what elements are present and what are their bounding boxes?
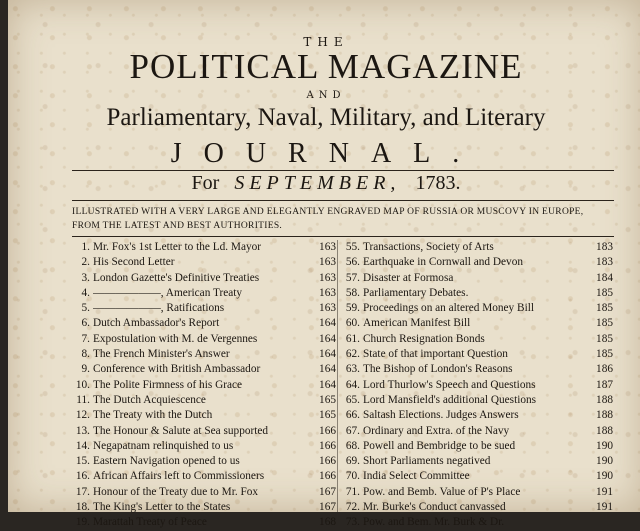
- entry-title: Mr. Burke's Conduct canvassed: [363, 501, 506, 514]
- entry-number: 69.: [345, 455, 360, 468]
- entry-number: 18.: [75, 501, 90, 514]
- contents-entry: [338, 301, 613, 316]
- rule-middle: [72, 200, 614, 201]
- entry-number: 6.: [81, 317, 90, 330]
- contents-entry: [68, 393, 336, 408]
- masthead-the: THE: [303, 35, 349, 49]
- entry-page: 185: [596, 286, 613, 299]
- magazine-subtitle: Parliamentary, Naval, Military, and Literary: [106, 104, 546, 131]
- entry-page: 166: [319, 455, 336, 468]
- entry-page: 184: [596, 271, 613, 284]
- entry-title: Negapatnam relinquished to us: [93, 439, 234, 452]
- entry-number: 67.: [345, 424, 360, 437]
- entry-number: 8.: [81, 348, 90, 361]
- entry-number: 66.: [345, 409, 360, 422]
- contents-entry: [338, 240, 613, 255]
- entry-number: 12.: [75, 409, 90, 422]
- contents-entry: [68, 469, 336, 484]
- entry-title: ——————, American Treaty: [93, 286, 243, 299]
- entry-title: Parliamentary Debates.: [363, 286, 469, 299]
- entry-page: 164: [319, 378, 336, 391]
- entry-number: 55.: [345, 241, 360, 253]
- entry-page: 167: [319, 485, 336, 498]
- dateline-year: 1783.: [415, 172, 461, 194]
- masthead-journal: JOURNAL.: [170, 138, 482, 169]
- contents-entry: [68, 424, 336, 439]
- entry-page: 163: [319, 286, 336, 299]
- entry-page: 164: [319, 317, 336, 330]
- issue-dateline: [8, 172, 640, 195]
- entry-page: 164: [319, 363, 336, 376]
- entry-page: 185: [596, 348, 613, 361]
- entry-number: 61.: [345, 332, 360, 345]
- contents-entry: [68, 271, 336, 286]
- entry-page: 188: [596, 409, 613, 422]
- entry-title: The King's Letter to the States: [93, 501, 231, 514]
- entry-number: 65.: [345, 393, 360, 406]
- entry-page: 164: [319, 332, 336, 345]
- contents-entry: [338, 362, 613, 377]
- entry-page: [587, 515, 613, 530]
- entry-title: Pow. and Bem. Mr. Burk & Dr.: [363, 516, 505, 529]
- contents-entry: [68, 332, 336, 347]
- rule-lower: [72, 236, 614, 237]
- entry-title: Transactions, Society of Arts: [363, 241, 494, 253]
- entry-title: Eastern Navigation opened to us: [93, 455, 240, 468]
- contents-entry: [68, 500, 336, 515]
- contents-entry: [68, 301, 336, 316]
- entry-page: 188: [596, 393, 613, 406]
- illustration-note: ILLUSTRATED WITH A VERY LARGE AND ELEGANTLY ENGRAVED MAP OF RUSSIA OR MUSCOVY IN EUROPE, FROM THE LATEST AND BEST AUTHORITIES.: [72, 207, 584, 231]
- entry-title: Marattah Treaty of Peace: [93, 516, 207, 529]
- entry-page: 167: [319, 501, 336, 514]
- entry-title: Short Parliaments negatived: [363, 455, 491, 468]
- entry-page: 163: [319, 241, 336, 253]
- entry-page: 190: [596, 470, 613, 483]
- entry-number: 15.: [75, 455, 90, 468]
- entry-number: 5.: [81, 302, 90, 315]
- entry-number: 64.: [345, 378, 360, 391]
- entry-title: The Polite Firmness of his Grace: [93, 378, 243, 391]
- entry-number: 1.: [81, 241, 90, 253]
- entry-number: 71.: [345, 485, 360, 498]
- entry-number: 58.: [345, 286, 360, 299]
- entry-number: 68.: [345, 439, 360, 452]
- contents-entry: [68, 286, 336, 301]
- masthead-and: AND: [306, 90, 346, 101]
- entry-title: Pow. and Bemb. Value of P's Place: [363, 485, 521, 498]
- contents-entry: [68, 362, 336, 377]
- magazine-title: POLITICAL MAGAZINE: [129, 47, 523, 86]
- contents-entry: [68, 439, 336, 454]
- entry-number: 11.: [76, 393, 90, 406]
- entry-number: 2.: [81, 256, 90, 269]
- entry-page: 166: [319, 424, 336, 437]
- entry-page: 165: [319, 393, 336, 406]
- contents-entry: [338, 255, 613, 270]
- contents-entry: [338, 454, 613, 469]
- entry-page: 185: [596, 302, 613, 315]
- entry-page: 185: [596, 332, 613, 345]
- contents-entry: [68, 454, 336, 469]
- contents-entry: [338, 485, 613, 500]
- contents-entry: [68, 408, 336, 423]
- entry-title: Proceedings on an altered Money Bill: [363, 302, 534, 315]
- entry-number: 70.: [345, 470, 360, 483]
- contents-entry: [68, 240, 336, 255]
- magazine-page: [8, 0, 640, 529]
- entry-number: 63.: [345, 363, 360, 376]
- contents-entry: [338, 408, 613, 423]
- rule-upper: [72, 170, 614, 171]
- entry-title: Ordinary and Extra. of the Navy: [363, 424, 510, 437]
- entry-title: Dutch Ambassador's Report: [93, 317, 220, 330]
- entry-page: 190: [596, 455, 613, 468]
- entry-title: The Bishop of London's Reasons: [363, 363, 513, 376]
- entry-title: Lord Mansfield's additional Questions: [363, 393, 537, 406]
- entry-page: 183: [596, 241, 613, 253]
- entry-title: Powell and Bembridge to be sued: [363, 439, 516, 452]
- contents-entry: [338, 286, 613, 301]
- contents-entry: [338, 500, 613, 515]
- entry-number: 10.: [75, 378, 90, 391]
- entry-number: 72.: [345, 501, 360, 514]
- entry-title: His Second Letter: [93, 256, 175, 269]
- entry-page: 186: [596, 363, 613, 376]
- entry-number: 60.: [345, 317, 360, 330]
- contents-entry: [68, 378, 336, 393]
- entry-title: Saltash Elections. Judges Answers: [363, 409, 519, 422]
- contents-right-column: [338, 240, 613, 531]
- entry-page: 187: [596, 378, 613, 391]
- dateline-prefix: For: [191, 172, 220, 194]
- entry-title: Church Resignation Bonds: [363, 332, 485, 345]
- entry-page: 166: [319, 439, 336, 452]
- entry-number: 62.: [345, 348, 360, 361]
- entry-title: London Gazette's Definitive Treaties: [93, 271, 260, 284]
- contents-entry: [68, 515, 336, 530]
- entry-number: 13.: [75, 424, 90, 437]
- entry-number: 57.: [345, 271, 360, 284]
- entry-number: 3.: [81, 271, 90, 284]
- entry-page: 165: [319, 409, 336, 422]
- entry-title: African Affairs left to Commissioners: [93, 470, 265, 483]
- entry-page: 168: [319, 516, 336, 529]
- contents-entry: [68, 316, 336, 331]
- entry-title: Earthquake in Cornwall and Devon: [363, 256, 523, 269]
- entry-number: 17.: [75, 485, 90, 498]
- entry-title: ——————, Ratifications: [93, 302, 225, 315]
- entry-number: 4.: [81, 286, 90, 299]
- entry-title: The French Minister's Answer: [93, 348, 230, 361]
- contents-entry: [338, 347, 613, 362]
- entry-page: 190: [596, 439, 613, 452]
- entry-number: 16.: [75, 470, 90, 483]
- dateline-month: SEPTEMBER,: [234, 172, 401, 194]
- contents-entry: [338, 332, 613, 347]
- entry-number: 7.: [81, 332, 90, 345]
- contents-left-column: [68, 240, 336, 531]
- entry-number: 59.: [345, 302, 360, 315]
- contents-entry: [338, 393, 613, 408]
- entry-title: India Select Committee: [363, 470, 470, 483]
- contents-entry: [338, 424, 613, 439]
- entry-page: 166: [319, 470, 336, 483]
- entry-title: Conference with British Ambassador: [93, 363, 261, 376]
- entry-number: 14.: [75, 439, 90, 452]
- entry-page: 163: [319, 256, 336, 269]
- entry-page: 164: [319, 348, 336, 361]
- contents-entry: [338, 515, 613, 530]
- entry-title: Disaster at Formosa: [363, 271, 454, 284]
- contents-entry: [338, 469, 613, 484]
- entry-title: Mr. Fox's 1st Letter to the Ld. Mayor: [93, 241, 262, 253]
- entry-title: State of that important Question: [363, 348, 508, 361]
- entry-title: Expostulation with M. de Vergennes: [93, 332, 258, 345]
- entry-number: 19.: [75, 516, 90, 529]
- entry-page: 188: [596, 424, 613, 437]
- entry-page: 163: [319, 271, 336, 284]
- contents-entry: [338, 316, 613, 331]
- contents-entry: [338, 439, 613, 454]
- entry-page: 185: [596, 317, 613, 330]
- contents-entry: [338, 378, 613, 393]
- entry-title: The Honour & Salute at Sea supported: [93, 424, 269, 437]
- contents-entry: [68, 485, 336, 500]
- entry-number: 56.: [345, 256, 360, 269]
- entry-page: 191: [596, 485, 613, 498]
- entry-title: Lord Thurlow's Speech and Questions: [363, 378, 536, 391]
- entry-title: Honour of the Treaty due to Mr. Fox: [93, 485, 259, 498]
- entry-page: 183: [596, 256, 613, 269]
- contents-entry: [68, 255, 336, 270]
- entry-page: 163: [319, 302, 336, 315]
- contents-entry: [68, 347, 336, 362]
- entry-title: American Manifest Bill: [363, 317, 471, 330]
- entry-title: The Dutch Acquiescence: [93, 393, 206, 406]
- entry-number: 9.: [81, 363, 90, 376]
- entry-page: 191: [596, 501, 613, 514]
- entry-number: 73.: [345, 516, 360, 529]
- entry-title: The Treaty with the Dutch: [93, 409, 213, 422]
- contents-entry: [338, 271, 613, 286]
